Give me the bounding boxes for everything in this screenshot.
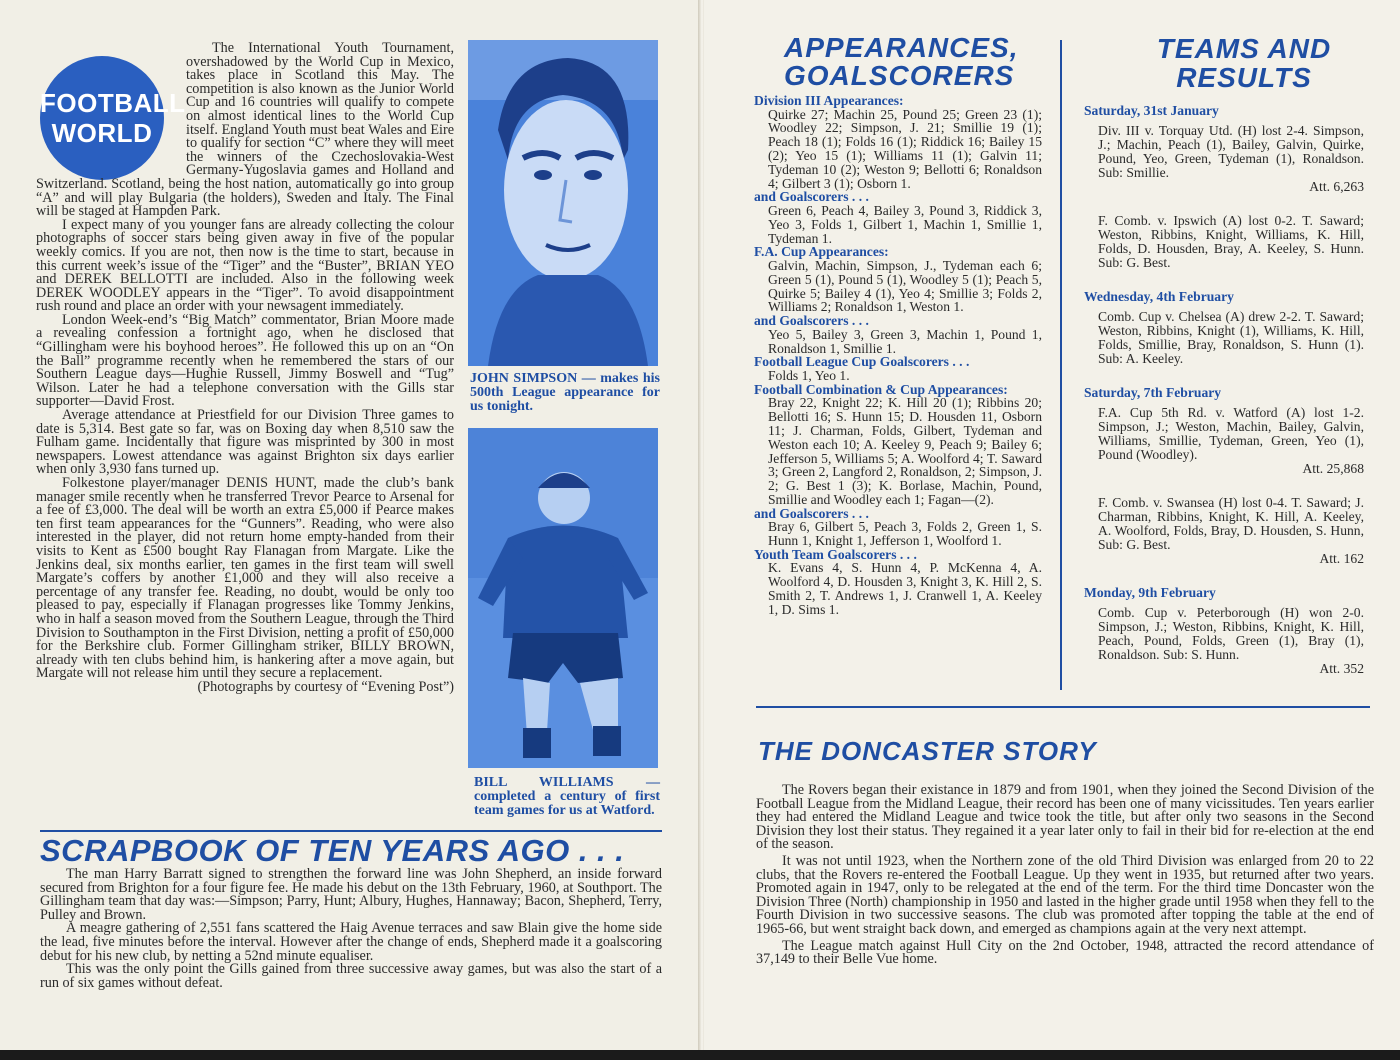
results-date: Wednesday, 4th February	[1084, 289, 1234, 304]
stats-list: Folds 1, Yeo 1.	[768, 367, 850, 383]
stats-heading: Football League Cup Goalscorers . . .	[754, 354, 970, 370]
match-report	[1084, 406, 1364, 476]
football-world-column	[36, 42, 454, 695]
appearances-column	[754, 94, 1042, 617]
results-date: Monday, 9th February	[1084, 585, 1216, 600]
results-title	[1094, 34, 1394, 92]
results-date: Saturday, 7th February	[1084, 385, 1222, 400]
match-lineup: Comb. Cup v. Chelsea (A) drew 2-2. T. Saward; Weston, Ribbins, Knight (1), Williams, K. Hill, Folds, Smillie, Bray, Ronaldson, S. Hunn (1). Sub: A. Keeley.	[1098, 309, 1364, 366]
scrapbook-column	[40, 868, 662, 990]
stats-list: Galvin, Machin, Simpson, J., Tydeman each 6; Green 5 (1), Pound 5 (1), Woodley 5 (1); Peach 5, Quirke 5; Bailey 4 (1), Yeo 4; Smillie 3; Folds 2, Williams 2; Ronaldson 1, Weston 1.	[768, 257, 1042, 315]
stats-heading: and Goalscorers . . .	[754, 313, 869, 329]
scrapbook-paragraph: This was the only point the Gills gained from three successive away games, but was also the start of a run of six games without defeat.	[40, 961, 662, 991]
match-lineup: Comb. Cup v. Peterborough (H) won 2-0. Simpson, J.; Weston, Ribbins, Knight, K. Hill, Peach, Pound, Folds, Green (1), Bray (1), Ronaldson. Sub: S. Hunn.	[1098, 605, 1364, 662]
doncaster-paragraph: The Rovers began their existance in 1879 and from 1901, when they joined the Second Division of the Football League from the Midland League, their record has been one of many vicissitudes. Ten years earlier they had entered the Midland League and twice took the title, but after only two seasons in the Second Division they lost their status. They regained it a year later only to fail in their bid for re-election at the end of the season.	[756, 782, 1374, 853]
john-simpson-photo	[468, 40, 658, 366]
appearances-title-line-1: APPEARANCES,	[784, 32, 1019, 63]
match-lineup: F.A. Cup 5th Rd. v. Watford (A) lost 1-2. Simpson, J.; Weston, Machin, Bailey, Galvin, Williams, Smillie, Tydeman, Green, Yeo (1), Pound (Woodley).	[1098, 405, 1364, 462]
stats-list: Yeo 5, Bailey 3, Green 3, Machin 1, Pound 1, Ronaldson 1, Smillie 1.	[768, 326, 1042, 356]
stats-list: Quirke 27; Machin 25, Pound 25; Green 23 (1); Woodley 22; Simpson, J. 21; Smillie 19 (1); Peach 18 (1); Folds 16 (1); Riddick 16; Bailey 15 (2); Yeo 15 (1); Williams 11 (1); Galvin 11; Tydeman 10 (2); Weston 9; Bellotti 6; Ronaldson 4; Gilbert 3 (1); Osborn 1.	[768, 106, 1042, 191]
stats-list: Bray 6, Gilbert 5, Peach 3, Folds 2, Green 1, S. Hunn 1, Knight 1, Jefferson 1, Woolford 1.	[768, 519, 1042, 549]
doncaster-paragraph: The League match against Hull City on the 2nd October, 1948, attracted the record attendance of 37,149 to their Belle Vue home.	[756, 937, 1374, 968]
portrait-illustration	[468, 40, 658, 366]
match-report	[1084, 124, 1364, 194]
match-report	[1084, 606, 1364, 676]
stats-list: Green 6, Peach 4, Bailey 3, Pound 3, Riddick 3, Yeo 3, Folds 1, Gilbert 1, Machin 1, Smillie 1, Tydeman 1.	[768, 202, 1042, 246]
appearances-title-line-2: GOALSCORERS	[784, 60, 1015, 91]
badge-line-2: WORLD	[51, 118, 153, 148]
match-report	[1084, 214, 1364, 270]
left-page	[0, 0, 700, 1050]
results-day	[1084, 386, 1364, 566]
match-attendance: Att. 25,868	[1302, 461, 1364, 476]
results-title-line-2: RESULTS	[1176, 62, 1312, 93]
column-divider	[1060, 40, 1062, 690]
match-attendance: Att. 6,263	[1309, 179, 1364, 194]
action-illustration	[468, 428, 658, 768]
bill-williams-photo	[468, 428, 658, 768]
results-title-line-1: TEAMS AND	[1156, 33, 1332, 64]
john-simpson-caption: JOHN SIMPSON — makes his 500th League appearance for us tonight.	[470, 371, 660, 414]
stats-list: Bray 22, Knight 22; K. Hill 20 (1); Ribbins 20; Bellotti 16; S. Hunn 15; D. Housden 11, Osborn 11; J. Charman, Folds, Gilbert, Tydeman and Weston each 10; A. Keeley 9, Peach 9; Bailey 6; Jefferson 5, Williams 5; A. Woolford 4; T. Saward 3; Green 2, Langford 2, Ronaldson, 2; Simpson, J. 2; G. Best 1 (3); K. Borlase, Machin, Pound, Smillie and Woodley each 1; Fagan—(2).	[768, 395, 1042, 507]
results-day	[1084, 290, 1364, 366]
badge-line-1: FOOTBALL	[40, 88, 186, 118]
match-attendance: Att. 352	[1319, 661, 1364, 676]
photo-credit: (Photographs by courtesy of “Evening Post”)	[197, 678, 454, 695]
match-lineup: Div. III v. Torquay Utd. (H) lost 2-4. Simpson, J.; Machin, Peach (1), Bailey, Galvin, Quirke, Pound, Yeo, Green, Tydeman (1), Ronaldson. Sub: Smillie.	[1098, 123, 1364, 180]
stats-list: K. Evans 4, S. Hunn 4, P. McKenna 4, A. Woolford 4, D. Housden 3, Knight 3, K. Hill 2, S. Smith 2, T. Andrews 1, J. Cranwell 1, A. Keeley 1, D. Sims 1.	[768, 560, 1042, 617]
article-paragraph: The International Youth Tournament, overshadowed by the World Cup in Mexico, takes place in Scotland this May. The competition is also known as the Junior World Cup and 16 countries will qualify to compete on almost identical lines to the World Cup itself. England Youth must beat Wales and Eire to qualify for section “C” where they will meet the winners of the Czechoslovakia-West Germany-Yugoslavia games and Holland and Switzerland. Scotland, being the host nation, automatically go into group “A” and will play Bulgaria (the holders), Sweden and Italy. The Final will be staged at Hampden Park.	[36, 40, 454, 220]
scrapbook-paragraph: The man Harry Barratt signed to strengthen the forward line was John Shepherd, an inside forward secured from Brighton for a four figure fee. He made his debut on the 13th February, 1960, at Southport. The Gillingham team that day was:—Simpson; Parry, Hunt; Albury, Hughes, Hannaway; Bacon, Shepherd, Terry, Pulley and Brown.	[40, 866, 662, 923]
stats-heading: and Goalscorers . . .	[754, 189, 869, 205]
section-divider-right	[756, 706, 1370, 708]
match-report	[1084, 496, 1364, 566]
scrapbook-paragraph: A meagre gathering of 2,551 fans scattered the Haig Avenue terraces and saw Blain give the home side the lead, five minutes before the interval. However after the change of ends, Shepherd made it a goalscoring debut for his new club, by netting a 52nd minute equaliser.	[40, 920, 662, 964]
article-paragraph: Folkestone player/manager DENIS HUNT, made the club’s bank manager smile recently when he transferred Trevor Pearce to Arsenal for a fee of £3,000. The deal will be worth an extra £5,000 if Pearce makes ten first team appearances for the “Gunners”. Reading, who were also interested in the player, did not return home empty-handed from their visits to Kent as £500 bought Ray Flanagan from Margate. Like the Jenkins deal, six months earlier, ten games in the first team will swell Margate’s coffers by another £1,000 and they will also receive a percentage of any transfer fee. Reading, no doubt, would be only too pleased to pay, especially if Flanagan progresses like Tommy Jenkins, who in half a season moved from the Southern League, through the Third Division to Southampton in the First Division, netting a profit of £50,000 for the Berkshire club. Former Gillingham striker, BILLY BROWN, already with ten clubs behind him, is hankering after a move again, but Margate will not release him until they secure a replacement.	[36, 475, 454, 682]
stats-heading: Youth Team Goalscorers . . .	[754, 546, 917, 562]
doncaster-paragraph: It was not until 1923, when the Northern zone of the old Third Division was enlarged from 20 to 22 clubs, that the Rovers re-entered the Football League. Up they went in 1935, but returned after two years. Promoted again in 1947, only to be relegated at the end of the term. For the third time Doncaster won the Division Three (North) championship in 1950 and lasted in the higher grade until 1958 when they fell to the Fourth Division in two successive seasons. The club was promoted after topping the table at the end of 1965-66, but went straight back down, and emerged as champions again at the very next attempt.	[756, 852, 1374, 937]
article-paragraph: London Week-end’s “Big Match” commentator, Brian Moore made a revealing confession a fortnight ago, when he disclosed that “Gillingham were his boyhood heroes”. He followed this up on an “On the Ball” programme recently when he remembered the stars of our Southern League days—Hughie Russell, Jimmy Boswell and “Tug” Wilson. Later he had a telephone conversation with the Gills star supporter—David Frost.	[36, 311, 454, 410]
results-date: Saturday, 31st January	[1084, 103, 1219, 118]
doncaster-title: THE DONCASTER STORY	[758, 736, 1097, 766]
doncaster-column	[756, 784, 1374, 967]
stats-heading: and Goalscorers . . .	[754, 505, 869, 521]
match-lineup: F. Comb. v. Ipswich (A) lost 0-2. T. Saward; Weston, Ribbins, Knight, Williams, K. Hill, Folds, D. Housden, Bray, A. Keeley, S. Hunn. Sub: G. Best.	[1098, 213, 1364, 270]
scrapbook-title: SCRAPBOOK OF TEN YEARS AGO . . .	[40, 833, 625, 868]
article-paragraph: I expect many of you younger fans are already collecting the colour photographs of soccer stars being given away in five of the popular weekly comics. If you are not, then now is the time to start, because in this current week’s issue of the “Tiger” and the “Buster”, BRIAN YEO and DEREK BELLOTTI are included. Also in the following week DEREK WOODLEY appears in the “Tiger”. To avoid disappointment rush round and place an order with your newsagent immediately.	[36, 216, 454, 315]
results-column	[1084, 104, 1364, 696]
stats-heading: Football Combination & Cup Appearances:	[754, 381, 1008, 397]
appearances-title	[784, 32, 1019, 91]
results-day	[1084, 586, 1364, 676]
match-attendance: Att. 162	[1319, 551, 1364, 566]
badge-spacer	[36, 42, 186, 174]
match-lineup: F. Comb. v. Swansea (H) lost 0-4. T. Saward; J. Charman, Ribbins, Knight, K. Hill, A. Keeley, A. Woolford, Folds, Bray, D. Housden, S. Hunn, Sub: G. Best.	[1098, 495, 1364, 552]
article-paragraph: Average attendance at Priestfield for our Division Three games to date is 5,314. Best gate so far, was on Boxing day when 8,510 saw the Fulham game. Incidentally that figure was misprinted by 300 in most newspapers. Lowest attendance was against Brighton six days earlier when only 3,930 fans turned up.	[36, 407, 454, 478]
results-day	[1084, 104, 1364, 270]
right-page	[704, 0, 1400, 1050]
stats-heading: F.A. Cup Appearances:	[754, 244, 889, 260]
stats-heading: Division III Appearances:	[754, 93, 904, 108]
section-divider	[40, 830, 662, 832]
bill-williams-caption: BILL WILLIAMS — completed a century of first team games for us at Watford.	[474, 775, 660, 818]
match-report	[1084, 310, 1364, 366]
